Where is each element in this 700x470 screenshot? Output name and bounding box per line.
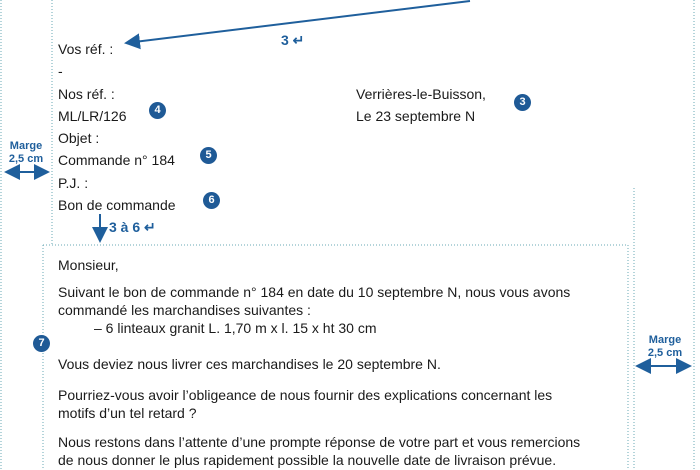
pj-value: Bon de commande <box>58 197 176 213</box>
nos-ref-label: Nos réf. : <box>58 86 115 102</box>
right-margin-label-word: Marge <box>648 334 682 346</box>
badge-6: 6 <box>203 192 220 209</box>
left-margin-label <box>4 140 48 166</box>
left-margin-label-word: Marge <box>9 140 43 152</box>
right-margin-label <box>640 334 690 360</box>
spacing-annotation-mid: 3 à 6 ↵ <box>109 219 156 235</box>
paragraph-4-line-2: de nous donner le plus rapidement possible la nouvelle date de livraison prévue. <box>58 452 557 468</box>
objet-label: Objet : <box>58 130 100 146</box>
pj-label: P.J. : <box>58 175 89 191</box>
paragraph-1-line-2: commandé les marchandises suivantes : <box>58 302 311 318</box>
badge-5: 5 <box>200 147 217 164</box>
badge-3: 3 <box>514 94 531 111</box>
objet-value: Commande n° 184 <box>58 152 175 168</box>
paragraph-1-line-1: Suivant le bon de commande n° 184 en date du 10 septembre N, nous vous avons <box>58 284 571 300</box>
paragraph-3-line-1: Pourriez-vous avoir l’obligeance de nous fournir des explications concernant les <box>58 387 553 403</box>
paragraph-3-line-2: motifs d’un tel retard ? <box>58 405 197 421</box>
paragraph-4-line-1: Nous restons dans l’attente d’une prompte réponse de votre part et vous remercions <box>58 434 581 450</box>
order-item: – 6 linteaux granit L. 1,70 m x l. 15 x ht 30 cm <box>94 320 377 336</box>
vos-ref-label: Vos réf. : <box>58 41 114 57</box>
salutation: Monsieur, <box>58 257 119 273</box>
place: Verrières-le-Buisson, <box>356 86 486 102</box>
vos-ref-value: - <box>58 63 63 79</box>
spacing-annotation-top: 3 ↵ <box>281 32 305 48</box>
paragraph-2: Vous deviez nous livrer ces marchandises le 20 septembre N. <box>58 356 441 372</box>
left-margin-label-value: 2,5 cm <box>8 153 44 165</box>
right-margin-label-value: 2,5 cm <box>647 347 683 359</box>
badge-4: 4 <box>149 102 166 119</box>
date: Le 23 septembre N <box>356 108 476 124</box>
badge-7: 7 <box>33 335 50 352</box>
nos-ref-value: ML/LR/126 <box>58 108 127 124</box>
